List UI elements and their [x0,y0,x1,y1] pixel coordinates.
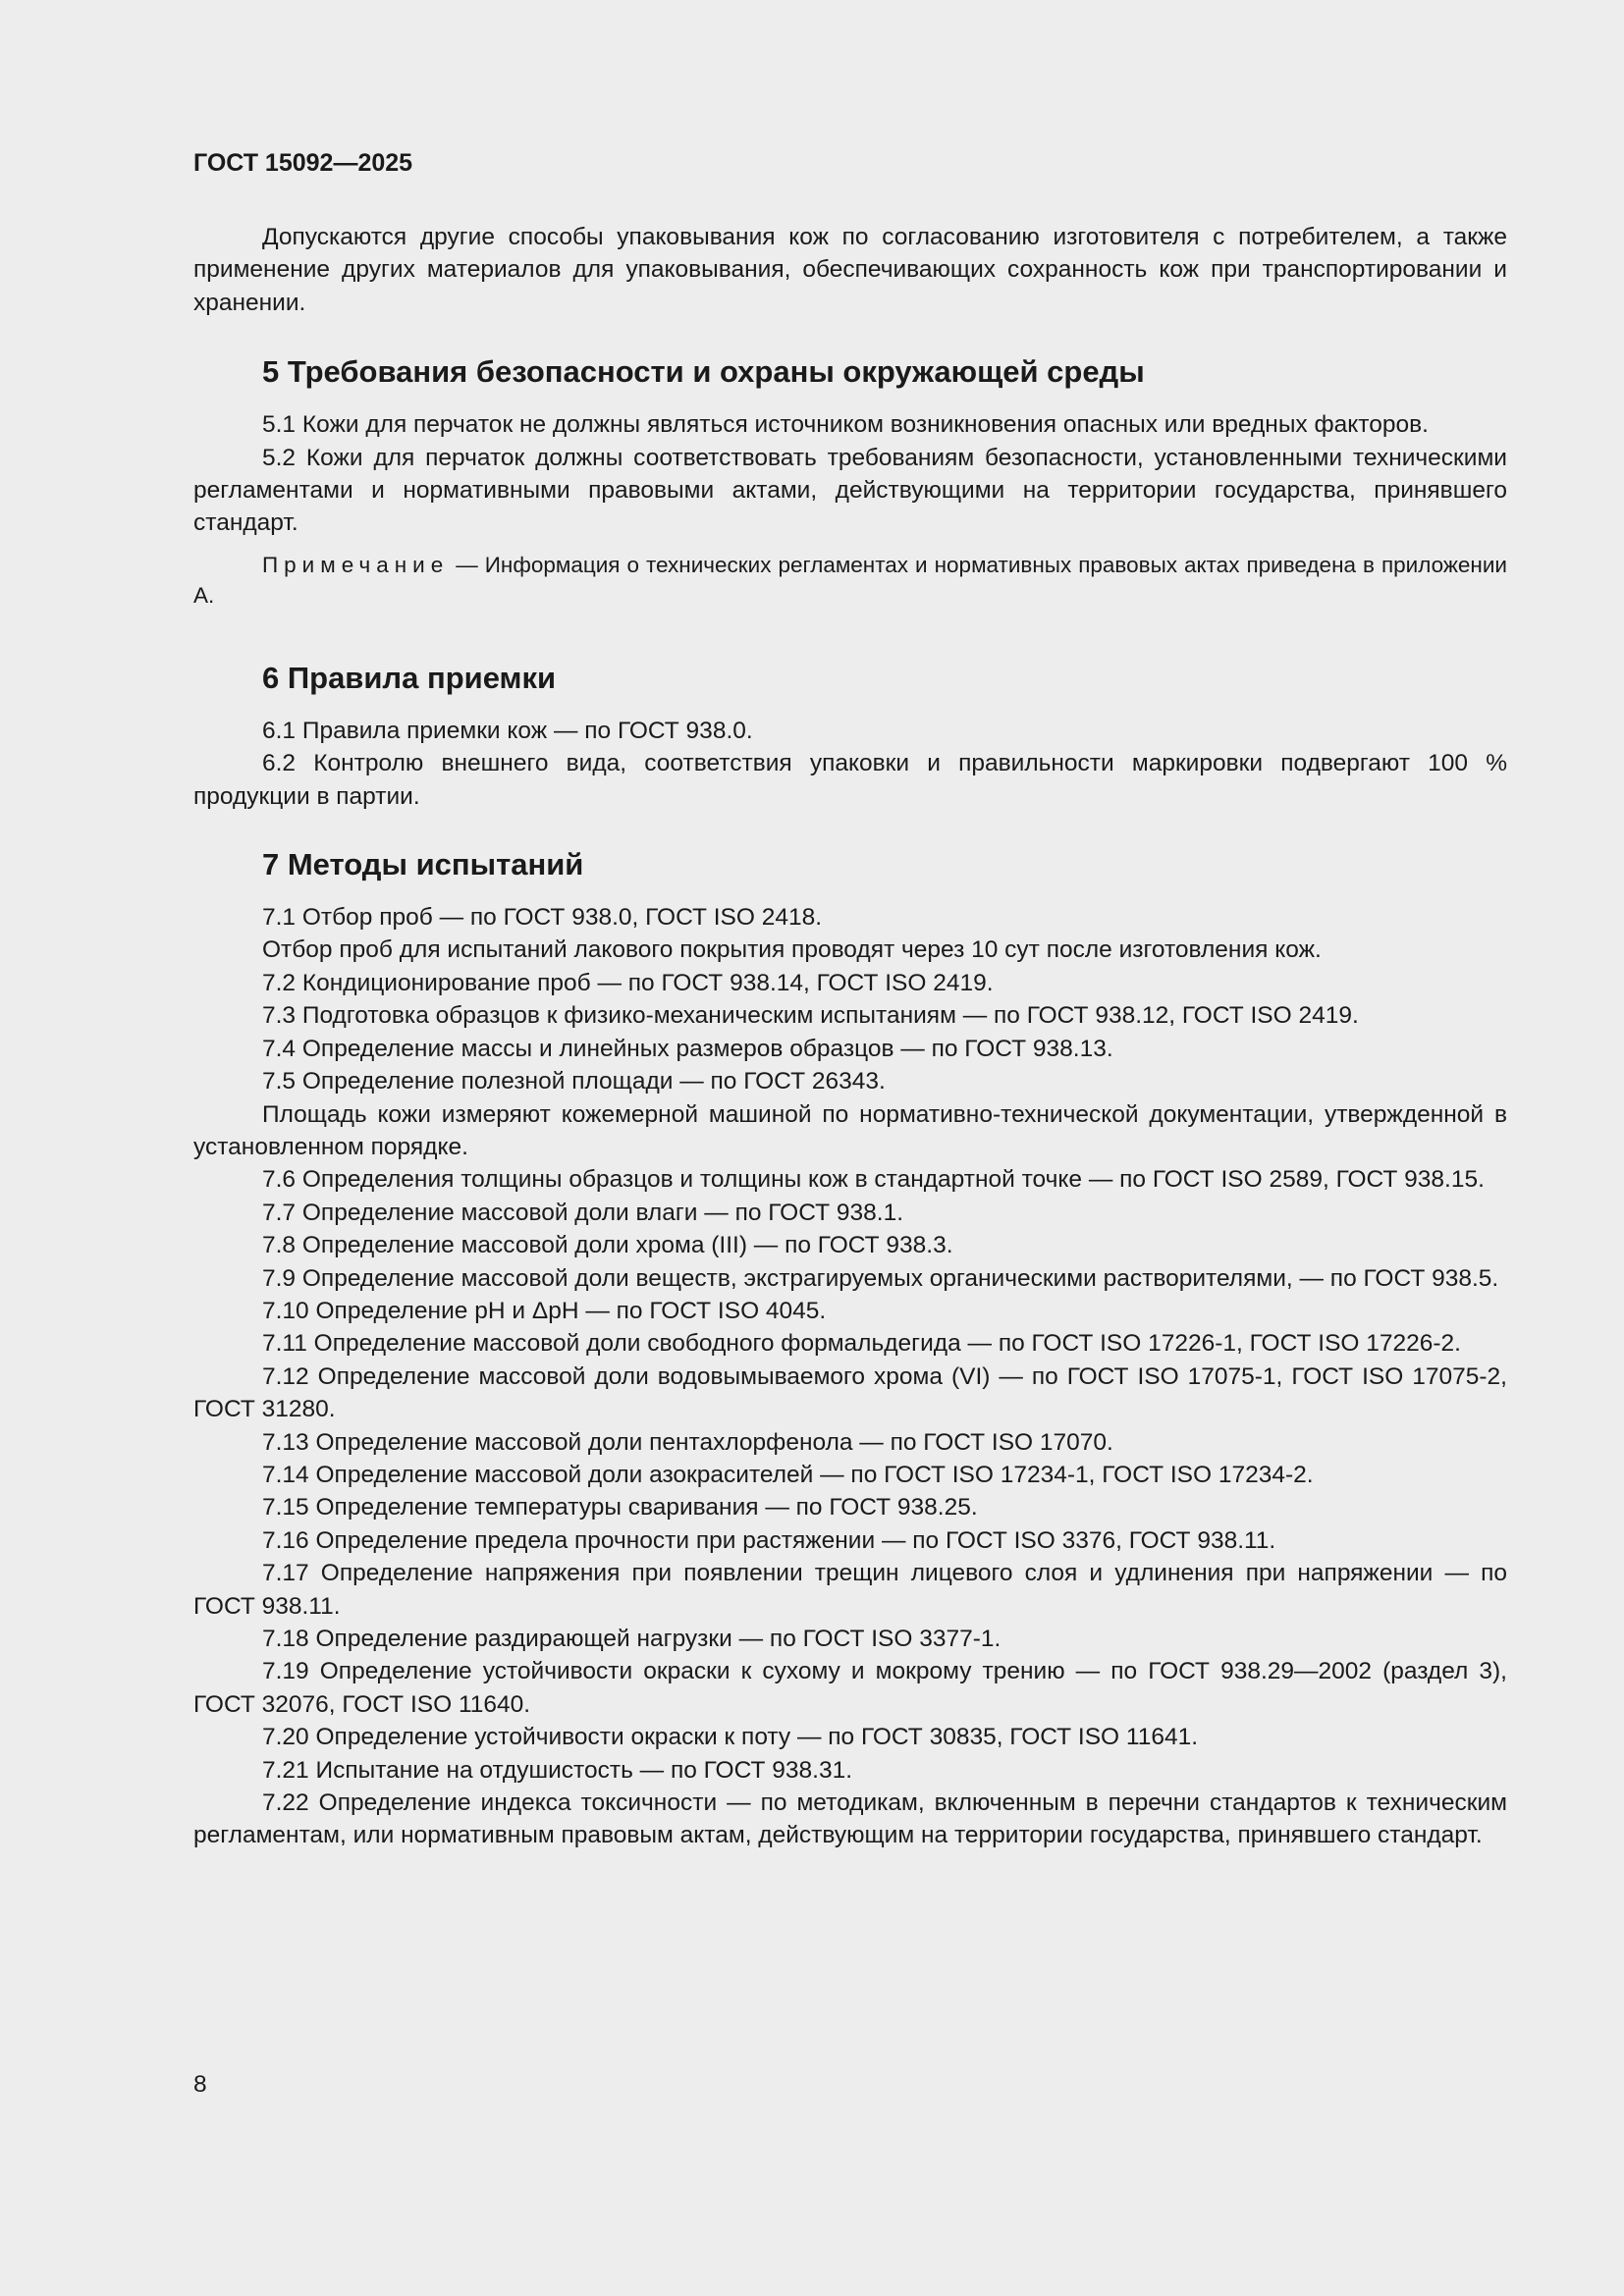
paragraph-7-10: 7.10 Определение pH и ΔpH — по ГОСТ ISO 4045. [262,1297,827,1324]
paragraph-7-6: 7.6 Определения толщины образцов и толщины кож в стандартной точке — по ГОСТ ISO 2589, ГОСТ 938.15. [262,1166,1485,1194]
paragraph-7-15: 7.15 Определение температуры сваривания — по ГОСТ 938.25. [262,1494,978,1522]
page-number: 8 [193,2071,207,2098]
paragraph-7-1-detail: Отбор проб для испытаний лакового покрытия проводят через 10 сут после изготовления кож. [262,936,1322,964]
paragraph-7-5-detail: Площадь кожи измеряют кожемерной машиной по нормативно-технической документации, утвержденной в установленном порядке. [193,1100,1507,1160]
note-label: Примечание [262,552,450,577]
paragraph-7-1: 7.1 Отбор проб — по ГОСТ 938.0, ГОСТ ISO 2418. [262,904,823,932]
paragraph-6-2: 6.2 Контролю внешнего вида, соответствия упаковки и правильности маркировки подвергают 100 % продукции в партии. [193,750,1507,810]
paragraph-5-1: 5.1 Кожи для перчаток не должны являться источником возникновения опасных или вредных факторов. [262,411,1429,439]
note-5 [193,550,1507,611]
paragraph-7-5: 7.5 Определение полезной площади — по ГОСТ 26343. [262,1068,886,1095]
paragraph-7-7: 7.7 Определение массовой доли влаги — по ГОСТ 938.1. [262,1199,904,1226]
paragraph-7-14: 7.14 Определение массовой доли азокрасителей — по ГОСТ ISO 17234-1, ГОСТ ISO 17234-2. [262,1461,1314,1488]
paragraph-7-22: 7.22 Определение индекса токсичности — по методикам, включенным в перечни стандартов к техническим регламентам, или нормативным правовым актам, действующим на территории государства, принявшего стандарт. [193,1789,1507,1849]
section-6-heading: 6 Правила приемки [262,660,557,695]
page-content [193,147,1507,1852]
paragraph-7-16: 7.16 Определение предела прочности при растяжении — по ГОСТ ISO 3376, ГОСТ 938.11. [262,1526,1276,1554]
paragraph-7-11: 7.11 Определение массовой доли свободного формальдегида — по ГОСТ ISO 17226-1, ГОСТ ISO 17226-2. [262,1330,1461,1358]
note-text: — Информация о технических регламентах и нормативных правовых актах приведена в приложении А. [193,552,1507,608]
paragraph-7-4: 7.4 Определение массы и линейных размеров образцов — по ГОСТ 938.13. [262,1035,1113,1062]
document-code-header: ГОСТ 15092—2025 [193,149,413,177]
paragraph-7-20: 7.20 Определение устойчивости окраски к поту — по ГОСТ 30835, ГОСТ ISO 11641. [262,1724,1199,1751]
paragraph-7-17: 7.17 Определение напряжения при появлении трещин лицевого слоя и удлинения при напряжении — по ГОСТ 938.11. [193,1560,1507,1620]
paragraph-5-2: 5.2 Кожи для перчаток должны соответствовать требованиям безопасности, установленными техническими регламентами и нормативными правовыми актами, действующими на территории государства, принявшего стандарт. [193,444,1507,537]
paragraph-7-8: 7.8 Определение массовой доли хрома (III) — по ГОСТ 938.3. [262,1232,953,1259]
paragraph-6-1: 6.1 Правила приемки кож — по ГОСТ 938.0. [262,717,753,744]
paragraph-7-18: 7.18 Определение раздирающей нагрузки — по ГОСТ ISO 3377-1. [262,1626,1001,1652]
paragraph-7-19: 7.19 Определение устойчивости окраски к сухому и мокрому трению — по ГОСТ 938.29—2002 (раздел 3), ГОСТ 32076, ГОСТ ISO 11640. [193,1658,1507,1718]
paragraph-7-3: 7.3 Подготовка образцов к физико-механическим испытаниям — по ГОСТ 938.12, ГОСТ ISO 2419. [262,1002,1359,1030]
paragraph-7-21: 7.21 Испытание на отдушистость — по ГОСТ 938.31. [262,1756,853,1784]
section-7-heading: 7 Методы испытаний [262,847,584,882]
intro-paragraph: Допускаются другие способы упаковывания кож по согласованию изготовителя с потребителем, а также применение других материалов для упаковывания, обеспечивающих сохранность кож при транспортировании и хранении. [193,224,1507,316]
paragraph-7-9: 7.9 Определение массовой доли веществ, экстрагируемых органическими растворителями, — по ГОСТ 938.5. [262,1264,1499,1292]
section-5-heading: 5 Требования безопасности и охраны окружающей среды [262,354,1145,390]
paragraph-7-2: 7.2 Кондиционирование проб — по ГОСТ 938.14, ГОСТ ISO 2419. [262,969,994,996]
paragraph-7-13: 7.13 Определение массовой доли пентахлорфенола — по ГОСТ ISO 17070. [262,1428,1113,1456]
paragraph-7-12: 7.12 Определение массовой доли водовымываемого хрома (VI) — по ГОСТ ISO 17075-1, ГОСТ ISO 17075-2, ГОСТ 31280. [193,1362,1507,1423]
